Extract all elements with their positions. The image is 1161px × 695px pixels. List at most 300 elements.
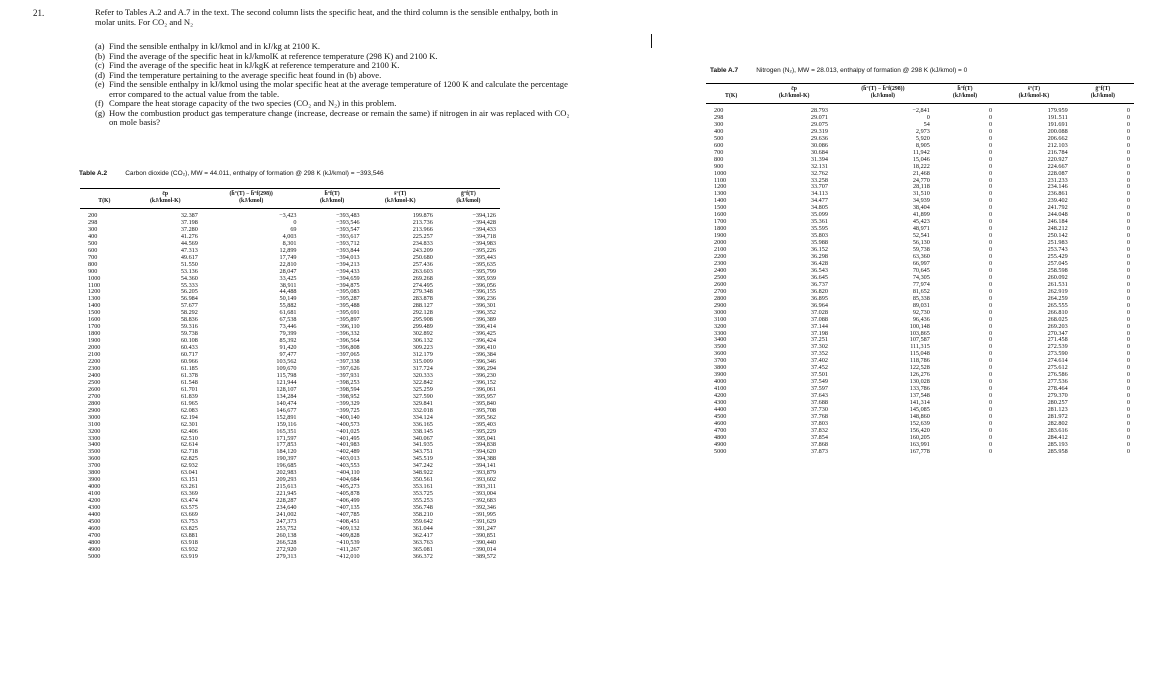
table-a2-cell: 63.918 bbox=[180, 538, 198, 546]
table-a7-cell: 276.586 bbox=[1047, 371, 1068, 379]
table-a7-cell: 260.092 bbox=[1047, 273, 1068, 281]
table-a7-cell: 0 bbox=[1126, 426, 1130, 434]
table-a2-cell: 292.128 bbox=[412, 309, 433, 317]
table-a2-cell: 241,002 bbox=[276, 510, 297, 518]
table-a7-cell: 0 bbox=[989, 204, 993, 212]
table-a2-cell: 320.333 bbox=[412, 371, 433, 379]
table-a7-cell: 0 bbox=[1126, 232, 1130, 240]
table-a2-cell: 243.209 bbox=[412, 246, 433, 254]
table-a7-cell: 0 bbox=[989, 419, 993, 427]
table-a2-cell: 63.474 bbox=[180, 497, 198, 505]
table-a7-cell: 0 bbox=[1126, 440, 1130, 448]
table-a2-cell: 63.261 bbox=[180, 483, 198, 491]
table-a2-cell: 353.725 bbox=[412, 490, 433, 498]
table-a7-cell: 37.198 bbox=[810, 329, 828, 337]
table-a2-cell: 269.268 bbox=[412, 274, 433, 282]
table-a2-cell: 2000 bbox=[88, 344, 101, 352]
table-a7-cell: 0 bbox=[989, 190, 993, 198]
table-a2-cell: −401,495 bbox=[336, 434, 360, 442]
table-a7-cell: 36.298 bbox=[810, 253, 828, 261]
table-a2-cell: 69 bbox=[290, 225, 297, 233]
table-a7-cell: 0 bbox=[989, 134, 993, 142]
table-a7-cell: 0 bbox=[989, 315, 993, 323]
table-a2-cell: −396,294 bbox=[472, 364, 496, 372]
table-a2-cell: 250.680 bbox=[412, 253, 433, 261]
table-a2-cell: −395,957 bbox=[472, 392, 496, 400]
table-a2-cell: 234.833 bbox=[412, 239, 433, 247]
table-a2-cell: 63.575 bbox=[180, 504, 198, 512]
table-a2-cell: −411,267 bbox=[336, 545, 360, 553]
table-a7-cell: 0 bbox=[1126, 419, 1130, 427]
table-a7-cell: 0 bbox=[1126, 412, 1130, 420]
table-a2-cell: −395,708 bbox=[472, 406, 496, 414]
table-a7-cell: 0 bbox=[989, 440, 993, 448]
table-a2-cell: 63.151 bbox=[180, 476, 198, 484]
table-a2-cell: 3700 bbox=[88, 462, 101, 470]
table-a2-cell: 1100 bbox=[88, 281, 101, 289]
table-a2-cell: −393,311 bbox=[472, 483, 496, 491]
table-a2-cell: −396,389 bbox=[472, 316, 496, 324]
table-a7-header-row bbox=[706, 84, 1134, 94]
table-a7-cell: 33.258 bbox=[810, 176, 828, 184]
table-a7-cell: 277.536 bbox=[1047, 378, 1068, 386]
table-a2-cell: 350.561 bbox=[412, 476, 433, 484]
table-a7-cell: 2800 bbox=[714, 294, 727, 302]
table-a2-cell: 1300 bbox=[88, 295, 101, 303]
table-a2-cell: 58.836 bbox=[180, 316, 198, 324]
table-a2-cell: −396,152 bbox=[472, 378, 496, 386]
table-a7-cell: 52,541 bbox=[912, 232, 930, 240]
table-a7-cell: 5000 bbox=[714, 447, 727, 455]
table-a2-cell: 347.242 bbox=[412, 462, 433, 470]
table-a7-cell: 4200 bbox=[714, 392, 727, 400]
table-a7-cell: 29.075 bbox=[810, 120, 828, 128]
table-a2-column-header: h̄°f(T) bbox=[324, 191, 340, 197]
table-a7-cell: 37.251 bbox=[810, 336, 828, 344]
table-a2-cell: −392,346 bbox=[472, 504, 496, 512]
table-a2-cell: 199.876 bbox=[412, 212, 433, 219]
table-a7-cell: 0 bbox=[989, 246, 993, 254]
table-a7-cell: 36.737 bbox=[810, 280, 828, 288]
table-a7-cell: 36.428 bbox=[810, 259, 828, 267]
table-a2-cell: −409,132 bbox=[336, 524, 360, 532]
table-a2-cell: 63.369 bbox=[180, 490, 198, 498]
table-a7-column-header: h̄°f(T) bbox=[957, 86, 973, 92]
table-a2-cell: 247,373 bbox=[276, 517, 297, 525]
table-a7-cell: 111,315 bbox=[910, 343, 930, 351]
table-a7-cell: 145,085 bbox=[909, 405, 930, 413]
table-a7-cell: 2700 bbox=[714, 287, 727, 295]
table-a7-cell: −2,841 bbox=[912, 107, 930, 114]
table-a2-cell: −394,875 bbox=[336, 281, 360, 289]
table-a7-cell: 600 bbox=[714, 141, 724, 149]
table-a2-header-row bbox=[80, 198, 500, 209]
table-a7-cell: 212.103 bbox=[1047, 141, 1068, 149]
table-a2-cell: 62.194 bbox=[180, 413, 198, 421]
table-a7-cell: 270.347 bbox=[1047, 329, 1068, 337]
table-a7-cell: 0 bbox=[1126, 392, 1130, 400]
table-a7-cell: 4000 bbox=[714, 378, 727, 386]
table-a2-cell: 41.276 bbox=[180, 232, 198, 240]
table-a7-cell: 0 bbox=[1126, 399, 1130, 407]
table-a2-column-header: c̄p bbox=[162, 191, 169, 197]
table-a2-cell: 4100 bbox=[88, 490, 101, 498]
table-a2-cell: 400 bbox=[88, 232, 98, 240]
table-a2-cell: 1000 bbox=[88, 274, 101, 282]
table-a7-cell: 272.539 bbox=[1047, 343, 1068, 351]
table-a2-cell: 359.642 bbox=[412, 517, 433, 525]
table-a7-cell: 0 bbox=[989, 113, 993, 121]
table-a7-cell: 3100 bbox=[714, 315, 727, 323]
table-a7-cell: 2,973 bbox=[915, 127, 930, 135]
table-a2-cell: 2300 bbox=[88, 364, 101, 372]
table-a2-cell: 109,670 bbox=[276, 364, 297, 372]
table-a7-column-header: s̄°(T) bbox=[1027, 86, 1041, 92]
table-a2-cell: 317.724 bbox=[412, 364, 433, 372]
table-a2-cell: 361.044 bbox=[412, 524, 433, 532]
table-a7-cell: 4900 bbox=[714, 440, 727, 448]
table-a7-cell: 2900 bbox=[714, 301, 727, 309]
table-a2-cell: 8,301 bbox=[282, 239, 297, 247]
table-a2-cell: 315.009 bbox=[412, 358, 433, 366]
table-a2-cell: 177,853 bbox=[276, 441, 297, 449]
table-a2-cell: 67,538 bbox=[279, 316, 297, 324]
table-a2-cell: 500 bbox=[88, 239, 98, 247]
table-a7-cell: 34.113 bbox=[811, 190, 828, 198]
table-a7-label: Table A.7 bbox=[710, 67, 739, 74]
table-a2-cell: 358.210 bbox=[412, 510, 433, 518]
table-a7-cell: 0 bbox=[1126, 253, 1130, 261]
table-a2-cell: 196,685 bbox=[276, 462, 297, 470]
table-a2-cell: −396,414 bbox=[472, 323, 496, 331]
table-a2-cell: 356.748 bbox=[412, 504, 433, 512]
table-a7-cell: 0 bbox=[1126, 280, 1130, 288]
table-a7-cell: 275.612 bbox=[1047, 364, 1068, 372]
table-a2-cell: −394,433 bbox=[472, 225, 496, 233]
table-a2-cell: 2600 bbox=[88, 385, 101, 393]
table-a7-cell: 31,510 bbox=[912, 190, 930, 198]
table-a2-cell: 44,488 bbox=[279, 288, 297, 296]
table-a7-cell: 8,905 bbox=[915, 141, 930, 149]
table-a2-cell: 366.372 bbox=[412, 552, 433, 560]
table-a2-cell: −398,594 bbox=[336, 385, 360, 393]
table-a7-cell: 0 bbox=[989, 162, 993, 170]
table-a7-cell: 700 bbox=[714, 148, 724, 156]
table-a2-cell: 283.878 bbox=[412, 295, 433, 303]
table-a7-cell: 250.142 bbox=[1047, 232, 1068, 240]
table-a7-column-header: (kJ/kmol-K) bbox=[996, 93, 1072, 104]
table-a2-cell: 221,945 bbox=[276, 490, 297, 498]
question-text: Find the sensible enthalpy in kJ/kmol and in kJ/kg at 2100 K. bbox=[109, 41, 321, 51]
table-a2-cell: 60.433 bbox=[180, 344, 198, 352]
table-a7-body bbox=[706, 104, 1134, 456]
table-a2-cell: 12,899 bbox=[279, 246, 297, 254]
question-label: (d) bbox=[95, 69, 106, 80]
table-a2-cell: −3,423 bbox=[279, 212, 297, 219]
table-a7-cell: 0 bbox=[1126, 169, 1130, 177]
table-a2-cell: 61.548 bbox=[180, 378, 198, 386]
table-a7-cell: 0 bbox=[989, 211, 993, 219]
table-a2-cell: −394,126 bbox=[472, 212, 496, 219]
table-a7-cell: 100,148 bbox=[909, 322, 930, 330]
table-a7-cell: 141,314 bbox=[909, 399, 930, 407]
table-a2-cell: −395,562 bbox=[472, 413, 496, 421]
table-a7-cell: 37.144 bbox=[810, 322, 828, 330]
table-a7-cell: 282.802 bbox=[1047, 419, 1068, 427]
table-a7-cell: 1700 bbox=[714, 218, 727, 226]
table-a7-cell: 258.598 bbox=[1047, 266, 1068, 274]
table-a2-cell: 61.965 bbox=[180, 399, 198, 407]
table-a7-column-header: ḡ°f(T) bbox=[1095, 86, 1111, 92]
table-a7-cell: 34.805 bbox=[810, 204, 828, 212]
table-a2-column-header: (h̄°(T) − h̄°f(298)) bbox=[229, 191, 273, 197]
table-a2-cell: 3100 bbox=[88, 420, 101, 428]
table-a7-cell: 0 bbox=[1126, 378, 1130, 386]
table-a2-cell: 0 bbox=[293, 218, 297, 226]
table-a7-cell: 0 bbox=[1126, 287, 1130, 295]
table-a7-header-row bbox=[706, 93, 1134, 104]
table-a2-cell: 1600 bbox=[88, 316, 101, 324]
table-a7-header bbox=[706, 84, 1134, 104]
table-a7-cell: 0 bbox=[989, 266, 993, 274]
table-a7-cell: 37.402 bbox=[810, 357, 828, 365]
table-a2-label: Table A.2 bbox=[79, 170, 108, 177]
table-a7-cell: 0 bbox=[1126, 343, 1130, 351]
table-a2-cell: −393,602 bbox=[472, 476, 496, 484]
table-a2-cell: 4,003 bbox=[282, 232, 297, 240]
table-a2-cell: 3400 bbox=[88, 441, 101, 449]
table-a2-cell: −394,388 bbox=[472, 455, 496, 463]
table-a2-cell: 260,138 bbox=[276, 531, 297, 539]
table-a7-cell: 3200 bbox=[714, 322, 727, 330]
table-a2-column-header: (kJ/kmol) bbox=[202, 198, 301, 209]
table-a2-cell: 288.127 bbox=[412, 302, 433, 310]
table-a7-cell: 29.636 bbox=[810, 134, 828, 142]
table-a7-cell: 0 bbox=[989, 322, 993, 330]
table-a2-cell: 228,287 bbox=[276, 497, 297, 505]
table-a2-cell: 59.738 bbox=[180, 330, 198, 338]
table-a2-cell: 322.842 bbox=[412, 378, 433, 386]
table-a2-column-header: s̄°(T) bbox=[394, 191, 407, 197]
table-a2-cell: 299.489 bbox=[412, 323, 433, 331]
table-a2-cell: 209,293 bbox=[276, 476, 297, 484]
table-a7-cell: 0 bbox=[1126, 204, 1130, 212]
table-a7-cell: 36.645 bbox=[810, 273, 828, 281]
table-a7-cell: 285.193 bbox=[1047, 440, 1068, 448]
table-a7-cell: 4100 bbox=[714, 385, 727, 393]
table-a7-cell: 107,587 bbox=[909, 336, 930, 344]
table-a7-cell: 0 bbox=[1126, 127, 1130, 135]
table-a2-cell: 91,420 bbox=[279, 344, 297, 352]
table-a7-cell: 45,423 bbox=[912, 218, 930, 226]
table-a2-cell: −397,065 bbox=[336, 351, 360, 359]
table-a2-cell: −397,931 bbox=[336, 371, 360, 379]
table-a7-cell: 236.861 bbox=[1047, 190, 1068, 198]
table-a7-cell: 96,436 bbox=[912, 315, 930, 323]
table-a2-cell: −395,226 bbox=[472, 246, 496, 254]
table-a7-cell: 1800 bbox=[714, 225, 727, 233]
table-a7-cell: 228.087 bbox=[1047, 169, 1068, 177]
table-a7-cell: 0 bbox=[989, 350, 993, 358]
table-a7-cell: 0 bbox=[989, 308, 993, 316]
table-a7-cell: 133,786 bbox=[909, 385, 930, 393]
table-a7-cell: 0 bbox=[989, 287, 993, 295]
table-a7-cell: 59,738 bbox=[912, 246, 930, 254]
table-a7-cell: 255.429 bbox=[1047, 253, 1068, 261]
table-a2-column-header: (kJ/kmol-K) bbox=[364, 198, 437, 209]
table-a2-cell: 37.280 bbox=[180, 225, 198, 233]
table-a7-cell: 220.927 bbox=[1047, 155, 1068, 163]
table-a7-cell: 0 bbox=[1126, 405, 1130, 413]
table-a7-cell: 0 bbox=[1126, 294, 1130, 302]
table-a7-cell: 37.868 bbox=[810, 440, 828, 448]
table-a2-cell: 338.145 bbox=[412, 427, 433, 435]
table-a2-cell: 348.922 bbox=[412, 469, 433, 477]
table-a7-cell: 0 bbox=[1126, 357, 1130, 365]
table-a2-cell: −399,725 bbox=[336, 406, 360, 414]
table-a2-cell: −393,546 bbox=[336, 218, 360, 226]
table-a2-cell: 44.569 bbox=[180, 239, 198, 247]
table-a2-caption bbox=[79, 170, 384, 177]
table-a2-cell: −395,635 bbox=[472, 260, 496, 268]
table-a7-cell: 3800 bbox=[714, 364, 727, 372]
table-a7-cell: 0 bbox=[1126, 225, 1130, 233]
table-a7-cell: 0 bbox=[1126, 329, 1130, 337]
table-a2-cell: −394,433 bbox=[336, 267, 360, 275]
table-a7-cell: 0 bbox=[989, 357, 993, 365]
table-a2-cell: −407,785 bbox=[336, 510, 360, 518]
table-a7-cell: 37.028 bbox=[810, 308, 828, 316]
table-a2-cell: −396,808 bbox=[336, 344, 360, 352]
table-a7-cell: 300 bbox=[714, 120, 724, 128]
table-a7-cell: 167,778 bbox=[909, 447, 930, 455]
table-row bbox=[80, 554, 500, 561]
table-a7-cell: 0 bbox=[989, 176, 993, 184]
table-a7-cell: 37.452 bbox=[810, 364, 828, 372]
table-a7-cell: 160,205 bbox=[909, 433, 930, 441]
table-a2-cell: 1200 bbox=[88, 288, 101, 296]
table-a7-cell: 0 bbox=[989, 225, 993, 233]
table-a7-cell: 0 bbox=[1126, 433, 1130, 441]
question-text: Find the sensible enthalpy in kJ/kmol using the molar specific heat at the average temperature of 1200 K and calculate the percentage error compared to the actual value from the table. bbox=[109, 79, 568, 99]
table-a2-cell: −398,952 bbox=[336, 392, 360, 400]
table-a2-cell: 279,313 bbox=[276, 552, 297, 560]
table-a7-column-header: (kJ/kmol) bbox=[1072, 93, 1134, 104]
table-a2 bbox=[80, 188, 500, 561]
table-a7-cell: 36.543 bbox=[810, 266, 828, 274]
table-a2-cell: −390,014 bbox=[472, 545, 496, 553]
table-a7-cell: 37.643 bbox=[810, 392, 828, 400]
table-a2-cell: 3800 bbox=[88, 469, 101, 477]
table-a2-cell: −390,440 bbox=[472, 538, 496, 546]
table-a2-cell: −399,329 bbox=[336, 399, 360, 407]
table-a2-cell: 253,752 bbox=[276, 524, 297, 532]
table-a2-cell: 3300 bbox=[88, 434, 101, 442]
table-a2-cell: 60.108 bbox=[180, 337, 198, 345]
table-a2-cell: −393,617 bbox=[336, 232, 360, 240]
table-a2-column-header: (kJ/kmol-K) bbox=[129, 198, 202, 209]
table-a2-cell: 146,677 bbox=[276, 406, 297, 414]
table-a2-cell: −395,229 bbox=[472, 427, 496, 435]
table-a7-cell: 34,939 bbox=[912, 197, 930, 205]
table-a7-cell: 29.071 bbox=[810, 113, 828, 121]
table-row bbox=[80, 209, 500, 220]
table-a7-cell: 92,730 bbox=[912, 308, 930, 316]
table-a7-cell: 179.959 bbox=[1047, 107, 1068, 114]
table-a2-cell: 4200 bbox=[88, 497, 101, 505]
table-a7-cell: 0 bbox=[1126, 211, 1130, 219]
table-a7-cell: 1900 bbox=[714, 232, 727, 240]
table-a7-cell: 15,046 bbox=[912, 155, 930, 163]
table-a7-cell: 0 bbox=[1126, 141, 1130, 149]
table-a2-cell: 62.614 bbox=[180, 441, 198, 449]
table-a7-cell: 1400 bbox=[714, 197, 727, 205]
table-a2-cell: 190,397 bbox=[276, 455, 297, 463]
table-a7-cell: 37.688 bbox=[810, 399, 828, 407]
table-a7-column-header: (kJ/kmol) bbox=[832, 93, 934, 104]
table-a7-cell: 0 bbox=[1126, 301, 1130, 309]
table-a7-cell: 0 bbox=[989, 155, 993, 163]
table-a7-cell: 253.743 bbox=[1047, 246, 1068, 254]
table-a2-column-header: (kJ/kmol) bbox=[301, 198, 364, 209]
table-a7-cell: 283.616 bbox=[1047, 426, 1068, 434]
table-a7-cell: 257.045 bbox=[1047, 259, 1068, 267]
table-a7-cell: 0 bbox=[989, 127, 993, 135]
table-a7-cell: 56,130 bbox=[912, 239, 930, 247]
table-a2-cell: −408,451 bbox=[336, 517, 360, 525]
table-a2-cell: 62.406 bbox=[180, 427, 198, 435]
table-a2-cell: 61.839 bbox=[180, 392, 198, 400]
table-a2-cell: 300 bbox=[88, 225, 98, 233]
problem-intro: Refer to Tables A.2 and A.7 in the text. The second column lists the specific heat, and the third column is the sensible enthalpy, both in molar units. For CO₂ and N₂ bbox=[95, 7, 558, 27]
table-a2-cell: −395,691 bbox=[336, 309, 360, 317]
table-a2-cell: −392,683 bbox=[472, 497, 496, 505]
table-a7-cell: 0 bbox=[1126, 107, 1130, 114]
table-a2-cell: 225.257 bbox=[412, 232, 433, 240]
table-a2-cell: −396,410 bbox=[472, 344, 496, 352]
table-a2-cell: −409,828 bbox=[336, 531, 360, 539]
table-a2-cell: −396,564 bbox=[336, 337, 360, 345]
table-a7-cell: 248.212 bbox=[1047, 225, 1068, 233]
table-a2-cell: 32.387 bbox=[180, 212, 198, 219]
table-a7-column-header: (kJ/kmol) bbox=[934, 93, 996, 104]
table-a7-cell: 37.088 bbox=[810, 315, 828, 323]
table-a2-cell: −396,384 bbox=[472, 351, 496, 359]
table-row bbox=[706, 449, 1134, 456]
table-a2-body bbox=[80, 209, 500, 561]
table-a2-cell: −397,626 bbox=[336, 364, 360, 372]
table-a2-cell: 3200 bbox=[88, 427, 101, 435]
table-a7-cell: 271.458 bbox=[1047, 336, 1068, 344]
table-a2-cell: 62.718 bbox=[180, 448, 198, 456]
table-a2-header-row bbox=[80, 189, 500, 199]
table-a7-cell: 0 bbox=[989, 426, 993, 434]
table-a2-cell: −400,573 bbox=[336, 420, 360, 428]
table-a7-cell: 48,971 bbox=[912, 225, 930, 233]
table-a7-cell: 37.549 bbox=[810, 378, 828, 386]
table-a2-cell: 325.259 bbox=[412, 385, 433, 393]
table-a2-column-header bbox=[80, 189, 129, 199]
table-a2-cell: −396,301 bbox=[472, 302, 496, 310]
table-a2-cell: −395,897 bbox=[336, 316, 360, 324]
table-a7-cell: 0 bbox=[1126, 120, 1130, 128]
table-a2-cell: 2200 bbox=[88, 358, 101, 366]
table-a7-cell: 36.964 bbox=[810, 301, 828, 309]
table-a2-cell: −394,141 bbox=[472, 462, 496, 470]
table-a7-cell: 284.412 bbox=[1047, 433, 1068, 441]
table-a7-cell: 36.152 bbox=[810, 246, 828, 254]
table-a7-cell: 28,118 bbox=[913, 183, 930, 191]
